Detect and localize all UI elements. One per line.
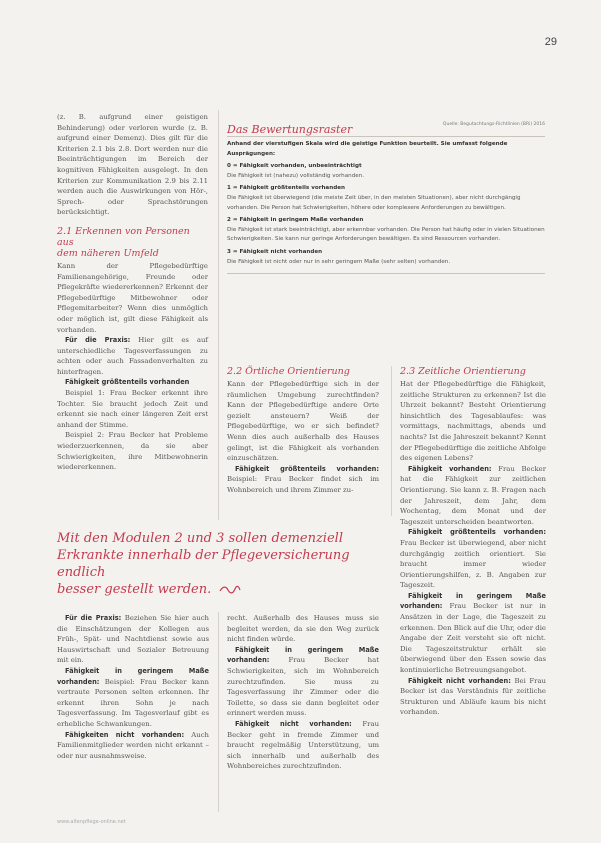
box-level-2: [227, 216, 545, 245]
footer-url: www.altenpflege-online.net: [57, 819, 126, 825]
quote-line-1: Mit den Modulen 2 und 3 sollen demenziell: [57, 531, 343, 546]
p3-text: Frau Becker ist nur in Ansätzen in der Lage, die Tageszeit zu erkennen. Den Blick auf die Uhr, oder die Angabe der Zeit versteht sie oft nicht. Die Tageszeitstruktur erhält sie überwiegend über den Essen sowie das kontinuierliche Betreuungsangebot.: [400, 602, 546, 675]
section-heading-2-1: [57, 226, 208, 259]
p2-label: Fähigkeit größtenteils vorhanden:: [408, 528, 546, 537]
box-level-1: [227, 184, 545, 213]
section-2-3-p1: [400, 464, 546, 528]
column-left-top: [57, 112, 208, 473]
quote-line-2: Erkrankte innerhalb der Pflegeversicherung endlich: [57, 548, 350, 580]
praxis-label: Für die Praxis:: [65, 336, 131, 345]
intro-paragraph: (z. B. aufgrund einer geistigen Behinderung) oder verloren wurde (z. B. aufgrund einer Demenz). Dies gilt für die Kriterien 2.1 bis 2.8. Dort werden nur die Beeinträchtigungen im Bereich der kognitiven Fähigkeiten ausgelegt. In den Kriterien zur Kommunikation 2.9 bis 2.11 werden auch die Auswirkungen von Hör-, Sprech- oder Sprachstörungen berücksichtigt.: [57, 113, 208, 217]
section-2-3-p3: [400, 591, 546, 676]
bottom-mid-p2: [227, 719, 379, 772]
page-number: 29: [544, 36, 557, 48]
bottom-mid-p1: [227, 645, 379, 719]
p3-label: Fähigkeit in geringem Maße vorhanden:: [400, 591, 546, 611]
column-right: [400, 366, 546, 718]
bottom-mid-intro: recht. Außerhalb des Hauses muss sie begleitet werden, da sie den Weg zurück nicht finden würde.: [227, 614, 379, 644]
bottom-left-p2-text: Auch Familienmitglieder werden nicht erkannt – oder nur ausnahmsweise.: [57, 730, 209, 760]
level-2-label: 2 = Fähigkeit in geringem Maße vorhanden: [227, 217, 364, 224]
section-2-3-p2: [400, 527, 546, 591]
section-2-2-level: [227, 464, 379, 496]
section-2-2-level-label: Fähigkeit größtenteils vorhanden:: [235, 464, 379, 473]
section-heading-2-3: 2.3 Zeitliche Orientierung: [400, 366, 526, 377]
level-label: Fähigkeit größtenteils vorhanden: [65, 378, 190, 387]
column-divider-3: [218, 612, 219, 812]
bottom-left-p1-label: Fähigkeit in geringem Maße vorhanden:: [57, 666, 209, 686]
p1-text: Frau Becker hat die Fähigkeit zur zeitlichen Orientierung. Sie kann z. B. Fragen nach der Jahreszeit, dem Jahr, dem Wochentag, dem Monat und der Tageszeit unterscheiden beantworten.: [400, 464, 546, 526]
level-3-text: Die Fähigkeit ist nicht oder nur in sehr geringem Maße (sehr selten) vorhanden.: [227, 258, 451, 265]
level-1-text: Die Fähigkeit ist überwiegend (die meiste Zeit über, in den meisten Situationen), aber nicht durchgängig vorhanden. Die Person hat Schwierigkeiten, höhere oder komplexere Anforderungen zu bewältigen.: [227, 194, 521, 211]
section-2-3-body: Hat der Pflegebedürftige die Fähigkeit, zeitliche Strukturen zu erkennen? Ist die Uhrzeit bekannt? Besteht Orientierung hinsichtlich des Tagesablaufes: was vormittags, nachmittags, abends und nachts? Ist die Jahreszeit bekannt? Kennt der Pflegebedürftige die zeitliche Abfolge des eigenen Lebens?: [400, 380, 546, 463]
praxis-text: Hier gilt es auf unterschiedliche Tagesverfassungen zu achten oder auch Fassadenverhalten zu hinterfragen.: [57, 336, 208, 376]
section-heading-2-2: 2.2 Örtliche Orientierung: [227, 366, 350, 377]
bottom-praxis: [57, 613, 209, 666]
bottom-left-p1: [57, 666, 209, 730]
bottom-left-p2: [57, 730, 209, 762]
bottom-praxis-label: Für die Praxis:: [65, 614, 122, 622]
p1-label: Fähigkeit vorhanden:: [408, 464, 492, 473]
bottom-mid-p2-label: Fähigkeit nicht vorhanden:: [235, 719, 352, 728]
level-label-paragraph: [57, 377, 208, 388]
section-2-2-body: Kann der Pflegebedürftige sich in der räumlichen Umgebung zurechtfinden? Kann der Pflegebedürftige andere Orte gezielt ansteuern? Weiß der Pflegebedürftige, wo er sich befindet? Wenn dies auch außerhalb des Hauses gelingt, ist die Fähigkeit als vorhanden einzuschätzen.: [227, 380, 379, 463]
box-level-0: [227, 162, 545, 181]
section-2-2-level-text: Beispiel: Frau Becker findet sich im Wohnbereich und ihrem Zimmer zu-: [227, 475, 379, 494]
quote-line-3: besser gestellt werden.: [57, 582, 212, 597]
level-0-label: 0 = Fähigkeit vorhanden, unbeeinträchtigt: [227, 163, 362, 170]
p4-label: Fähigkeit nicht vorhanden:: [408, 676, 511, 685]
box-title: Das Bewertungsraster: [227, 123, 353, 136]
column-middle-bottom: [227, 613, 379, 772]
column-divider-2: [391, 366, 392, 516]
column-middle-top: [227, 366, 379, 496]
column-left-bottom: [57, 613, 209, 761]
rating-scale-box: [227, 118, 545, 274]
section-2-3-p4: [400, 676, 546, 718]
box-top-rule: [227, 136, 545, 137]
section-2-1-body: Kann der Pflegebedürftige Familienangehörige, Freunde oder Pflegekräfte wiedererkennen? Erkennt der Pflegebedürftige Mitbewohner oder Pflegemitarbeiter? Wenn dies unmöglich oder möglich ist, gilt diese Fähigkeit als vorhanden.: [57, 261, 208, 334]
example-1: Beispiel 1: Frau Becker erkennt ihre Tochter. Sie braucht jedoch Zeit und erkennt sie nach einer längeren Zeit erst anhand der Stimme.: [57, 389, 208, 429]
column-divider-1: [218, 110, 219, 520]
box-source: Quelle: Begutachtungs-Richtlinien (BRi) 2016: [442, 122, 545, 127]
level-2-text: Die Fähigkeit ist stark beeinträchtigt, aber erkennbar vorhanden. Die Person hat häufig oder in vielen Situationen Schwierigkeiten. Sie kann nur geringe Anforderungen bewältigen. Es sind Ressourcen vorhanden.: [227, 226, 545, 243]
level-0-text: Die Fähigkeit ist (nahezu) vollständig vorhanden.: [227, 172, 365, 179]
bottom-left-p2-label: Fähigkeiten nicht vorhanden:: [65, 730, 185, 739]
example-2: Beispiel 2: Frau Becker hat Probleme wiederzuerkennen, da sie aber Schwierigkeiten, ihre Mitbewohnerin wiedererkennen.: [57, 431, 208, 472]
pull-quote: [57, 530, 397, 598]
praxis-paragraph: [57, 335, 208, 377]
bottom-mid-p1-text: Frau Becker hat Schwierigkeiten, sich im Wohnbereich zurechtzufinden. Sie muss zu Tagesverfassung ihr Zimmer oder die Toilette, so dass sie dann begleitet oder erinnert werden muss.: [227, 656, 379, 718]
box-bottom-rule: [227, 273, 545, 274]
heading-line-2: dem näheren Umfeld: [57, 247, 159, 259]
level-1-label: 1 = Fähigkeit größtenteils vorhanden: [227, 185, 345, 192]
heading-line-1: 2.1 Erkennen von Personen aus: [57, 225, 190, 248]
squiggle-ornament-icon: [219, 585, 241, 595]
p4-text: Bei Frau Becker ist das Verständnis für zeitliche Strukturen und Abläufe kaum bis nicht vorhanden.: [400, 676, 546, 717]
box-level-3: [227, 248, 545, 267]
box-intro: Anhand der vierstufigen Skala wird die geistige Funktion beurteilt. Sie umfasst folgende Ausprägungen:: [227, 141, 508, 157]
bottom-mid-p1-label: Fähigkeit in geringem Maße vorhanden:: [227, 645, 379, 665]
bottom-mid-p2-text: Frau Becker geht in fremde Zimmer und braucht regelmäßig Unterstützung, um sich innerhalb und außerhalb des Wohnbereiches zurechtzufinden.: [227, 719, 380, 771]
bottom-praxis-text: Beziehen Sie hier auch die Einschätzungen der Kollegen aus Früh-, Spät- und Nachtdienst sowie aus Hauswirtschaft und Sozialer Betreuung mit ein.: [57, 614, 209, 665]
level-3-label: 3 = Fähigkeit nicht vorhanden: [227, 248, 323, 255]
bottom-left-p1-text: Beispiel: Frau Becker kann vertraute Personen selten erkennen. Ihr erkennt ihren Sohn je nach Tagesverfassung. Im Tagesverlauf gibt es erhebliche Schwankungen.: [57, 677, 209, 728]
p2-text: Frau Becker ist überwiegend, aber nicht durchgängig zeitlich orientiert. Sie braucht immer wieder Orientierungshilfen, z. B. Angaben zur Tageszeit.: [400, 538, 546, 590]
